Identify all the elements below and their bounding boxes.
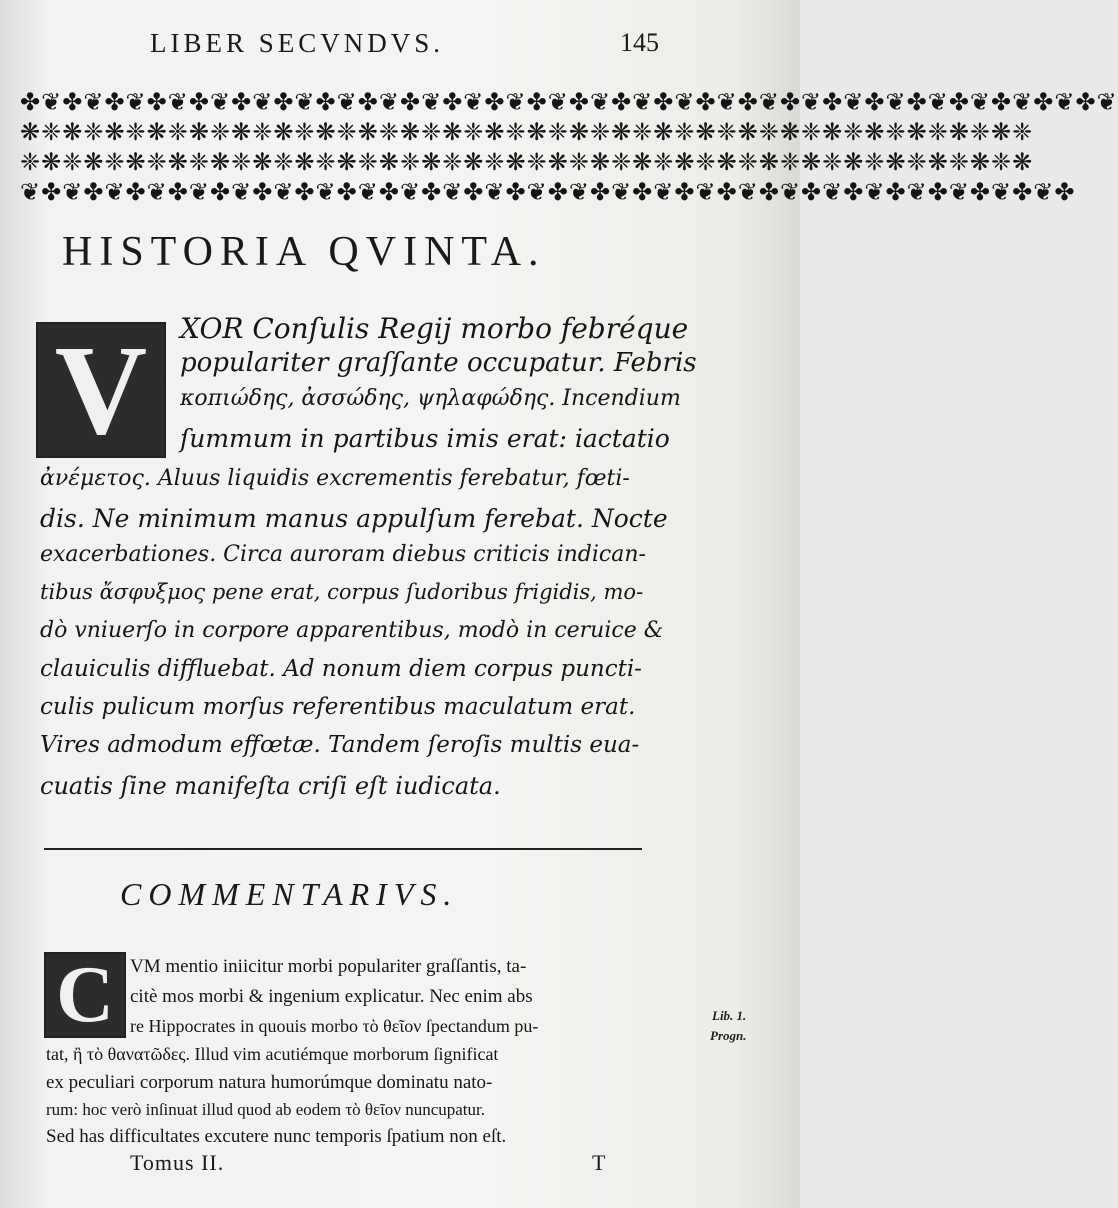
text-line: ἀνέμετος. Aluus liquidis excrementis ferebatur, fœti- [40,466,630,491]
text-line: Sed has difficultates excutere nunc temporis ſpatium non eſt. [46,1126,507,1147]
fleuron-band-icon: ✤❦✤❦✤❦✤❦✤❦✤❦✤❦✤❦✤❦✤❦✤❦✤❦✤❦✤❦✤❦✤❦✤❦✤❦✤❦✤❦✤❦✤❦✤❦✤❦✤❦✤❦ ❋❈❋❈❋❈❋❈❋❈❋❈❋❈❋❈❋❈❋❈❋❈❋❈❋❈❋❈❋❈❋❈❋❈❋❈❋❈❋❈❋❈❋❈❋❈❋❈ ❈❋❈❋❈❋❈❋❈❋❈❋❈❋❈❋❈❋❈❋❈❋❈❋❈❋❈❋❈❋❈❋❈❋❈❋❈❋❈❋❈❋❈❋❈❋❈❋ ❦✤❦✤❦✤❦✤❦✤❦✤❦✤❦✤❦✤❦✤❦✤❦✤❦✤❦✤❦✤❦✤❦✤❦✤❦✤❦✤❦✤❦✤❦✤❦✤❦✤ [20,88,1118,206]
signature-right: T [592,1150,606,1175]
historiated-initial-small [44,952,126,1038]
margin-note: Lib. 1. [712,1008,747,1023]
text-line: citè mos morbi & ingenium explicatur. Nec enim abs [130,986,533,1007]
text-line: ex peculiari corporum natura humorúmque dominatu nato- [46,1072,493,1093]
text-line: κοπιώδης, ἀσσώδης, ψηλαφώδης. Incendium [180,386,681,411]
text-line: VM mentio iniicitur morbi populariter graſſantis, ta- [130,956,527,977]
historiated-initial [36,319,166,461]
text-line: re Hippocrates in quouis morbo τὸ θεῖον ſpectandum pu- [130,1016,539,1036]
text-line: populariter graſſante occupatur. Febris [180,348,697,378]
text-line: dò vniuerſo in corpore apparentibus, modò in ceruice & [40,618,664,643]
text-line: exacerbationes. Circa auroram diebus criticis indican- [40,542,646,567]
text-line: XOR Conſulis Regij morbo febréque [180,312,689,345]
text-line: dis. Ne minimum manus appulſum ferebat. Nocte [40,504,668,533]
text-line: culis pulicum morſus referentibus maculatum erat. [40,694,636,720]
text-line: rum: hoc verò inſinuat illud quod ab eodem τὸ θεῖον nuncupatur. [46,1100,485,1119]
text-line: clauiculis diffluebat. Ad nonum diem corpus puncti- [40,656,642,682]
text-line: tat, ἢ τὸ θανατῶδες. Illud vim acutiémque morborum ſignificat [46,1044,499,1064]
horizontal-rule [44,848,642,850]
drop-cap-letter-small: C [56,951,114,1039]
text-line: cuatis ſine manifeſta criſi eſt iudicata. [40,772,501,800]
section-title: HISTORIA QVINTA. [62,229,546,275]
margin-note: Progn. [710,1028,747,1043]
running-head: LIBER SECVNDVS. [150,28,445,58]
text-line: Vires admodum effœtæ. Tandem ſeroſis multis eua- [40,732,640,758]
drop-cap-letter: V [54,319,148,461]
text-line: tibus ἄσφυξμος pene erat, corpus ſudoribus frigidis, mo- [40,580,644,604]
page-number: 145 [620,28,659,57]
signature-left: Tomus II. [130,1150,225,1175]
text-line: ſummum in partibus imis erat: iactatio [180,424,670,453]
commentary-title: COMMENTARIVS. [120,876,459,912]
